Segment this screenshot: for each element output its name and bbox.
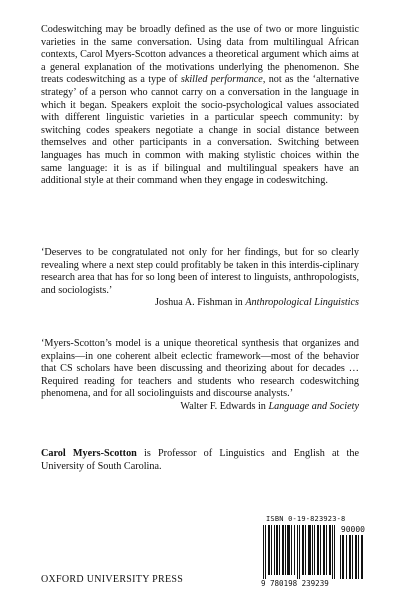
author-bio [41,448,359,473]
price-code: 90000 [340,525,365,534]
blurb-paragraph [41,24,359,188]
blurb-line: switching codes speakers negotiate a change in social distance between [41,124,359,136]
blurb-line: additional style at their command when they engage in codeswitching. [41,175,328,187]
blurb-emphasis: skilled performance [180,74,263,86]
blurb-line: , not as the ‘alternative [262,74,359,86]
review-author: Walter F. Edwards in [180,400,269,412]
publisher-name: OXFORD UNIVERSITY PRESS [41,574,184,585]
review-author: Joshua A. Fishman in [155,297,246,309]
blurb-line: at a general explanation of the motivations underlying the phenomenon. [41,49,360,73]
blurb-line: varieties in the same conversation. Using data from multilingual African [41,36,359,48]
review-quote-fishman [41,247,359,310]
review-text: ‘Deserves to be congratulated not only for her findings, but for so clearly revealing where a next step could profitably be taken in this interdis-ciplinary research area that has for so long been of interest to linguists, anthropologists, and sociologists.’ [41,247,359,296]
author-bio-text: is Professor of Linguistics and English at the University of South Carolina. [41,448,359,472]
review-source: Language and Society [268,400,359,412]
barcode-digits: 9 780198 239239 [261,579,329,588]
blurb-line: themselves and other participants in a conversation. Switching between [41,137,359,149]
price-barcode-bars [339,535,365,579]
barcode-bars [261,525,337,579]
author-name: Carol Myers-Scotton [41,448,137,459]
isbn-label: ISBN 0-19-823923-8 [266,515,346,523]
blurb-line: strategy’ of a person who cannot carry on a conversation in the language in [41,86,359,98]
blurb-line: She treats codeswitching as a type of [41,61,359,86]
blurb-line: with different linguistic varieties in a particular speech community: by [41,112,359,124]
blurb-line: languages has much in common with making stylistic choices within the [41,149,359,161]
blurb-line: which it began. Speakers exploit the socio-psychological values associated [41,99,359,111]
review-attribution [41,401,359,414]
review-quote-edwards [41,338,359,414]
blurb-line: contexts, Carol Myers-Scotton advances a theoretical argument which aims [41,49,350,61]
blurb-line: Codeswitching may be broadly defined as the use of two or more linguistic [41,24,359,35]
review-text: ‘Myers-Scotton’s model is a unique theoretical synthesis that organizes and explains—in one coherent albeit eclectic framework—most of the behavior that CS scholars have been discussing and theorizing about for decades … Required reading for teachers and students who research codeswitching phenomena, and for all sociolinguists and discourse analysts.’ [41,338,359,400]
isbn-barcode [261,513,365,591]
review-attribution [41,297,359,310]
review-source: Anthropological Linguistics [245,297,359,309]
blurb-line: same language: it is as if bilingual and multilingual speakers have an [41,162,359,174]
